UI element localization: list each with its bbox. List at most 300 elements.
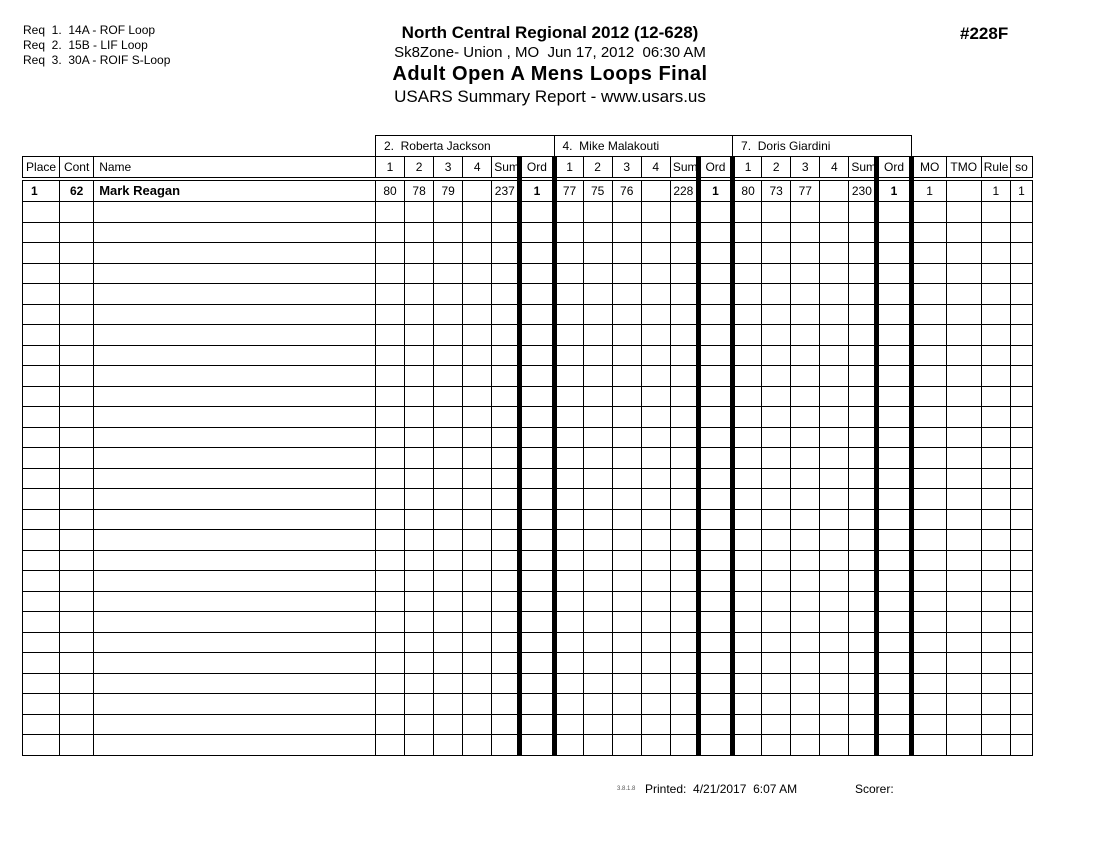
empty-cell [981,263,1010,284]
empty-cell [981,202,1010,223]
empty-cell [981,673,1010,694]
empty-cell [981,530,1010,551]
empty-cell [554,653,583,674]
empty-cell [820,366,849,387]
empty-cell [698,673,732,694]
empty-row [23,427,1033,448]
empty-cell [94,509,376,530]
empty-cell [849,612,877,633]
empty-row [23,448,1033,469]
empty-cell [641,222,670,243]
empty-cell [554,304,583,325]
empty-cell [520,263,554,284]
empty-cell [492,735,520,756]
empty-cell [946,468,981,489]
requirement-line: Req 3. 30A - ROIF S-Loop [23,53,171,67]
empty-cell [698,468,732,489]
empty-cell [492,448,520,469]
empty-cell [60,202,94,223]
empty-cell [583,366,612,387]
empty-cell [405,202,434,223]
empty-cell [733,345,762,366]
empty-cell [791,366,820,387]
empty-cell [762,304,791,325]
empty-cell [405,489,434,510]
empty-cell [946,448,981,469]
empty-cell [583,714,612,735]
empty-cell [520,468,554,489]
empty-cell [23,530,60,551]
empty-cell [641,284,670,305]
empty-cell [463,202,492,223]
empty-cell [981,407,1010,428]
empty-cell [1010,325,1032,346]
empty-cell [554,386,583,407]
empty-cell [733,632,762,653]
empty-cell [463,673,492,694]
empty-cell [946,612,981,633]
empty-cell [981,591,1010,612]
empty-cell [946,243,981,264]
empty-cell [583,386,612,407]
empty-cell [1010,366,1032,387]
empty-cell [877,632,911,653]
empty-cell [463,448,492,469]
empty-cell [94,263,376,284]
empty-cell [911,632,946,653]
empty-cell [612,448,641,469]
empty-cell [733,612,762,633]
empty-cell [554,550,583,571]
score-col-header: 2 [405,157,434,180]
empty-cell [981,550,1010,571]
empty-cell [23,325,60,346]
empty-cell [463,489,492,510]
empty-cell [492,345,520,366]
empty-cell [641,243,670,264]
ord-cell: 1 [877,179,911,202]
empty-cell [375,386,404,407]
empty-cell [911,427,946,448]
empty-cell [375,489,404,510]
empty-cell [554,591,583,612]
score-cell: 73 [762,179,791,202]
empty-cell [463,632,492,653]
empty-cell [698,714,732,735]
empty-cell [877,448,911,469]
empty-row [23,714,1033,735]
empty-cell [820,509,849,530]
empty-cell [612,386,641,407]
tmo-header: TMO [946,157,981,180]
empty-cell [698,632,732,653]
empty-cell [911,263,946,284]
score-col-header: 1 [375,157,404,180]
so-header: so [1010,157,1032,180]
judge-header-row [23,136,1033,157]
empty-cell [733,571,762,592]
empty-cell [820,325,849,346]
empty-cell [762,202,791,223]
empty-row [23,325,1033,346]
empty-cell [23,550,60,571]
empty-cell [911,714,946,735]
empty-cell [375,284,404,305]
empty-cell [849,673,877,694]
empty-cell [641,325,670,346]
empty-cell [612,694,641,715]
empty-cell [981,714,1010,735]
empty-cell [877,366,911,387]
empty-cell [492,489,520,510]
empty-cell [583,612,612,633]
empty-cell [375,243,404,264]
empty-cell [762,735,791,756]
empty-cell [733,427,762,448]
empty-cell [733,530,762,551]
empty-cell [1010,735,1032,756]
empty-cell [762,714,791,735]
empty-cell [791,530,820,551]
empty-cell [375,304,404,325]
empty-cell [791,694,820,715]
empty-cell [762,366,791,387]
empty-cell [981,489,1010,510]
empty-cell [911,673,946,694]
empty-cell [698,202,732,223]
empty-cell [670,325,698,346]
empty-cell [820,284,849,305]
empty-cell [946,550,981,571]
empty-cell [849,571,877,592]
empty-cell [670,632,698,653]
empty-cell [60,468,94,489]
empty-row [23,735,1033,756]
empty-cell [849,489,877,510]
empty-cell [23,673,60,694]
empty-cell [698,386,732,407]
empty-cell [849,694,877,715]
score-cell: 76 [612,179,641,202]
empty-cell [946,202,981,223]
empty-cell [463,386,492,407]
empty-cell [520,202,554,223]
empty-cell [849,304,877,325]
empty-cell [670,735,698,756]
empty-cell [434,550,463,571]
empty-cell [946,427,981,448]
empty-cell [670,263,698,284]
rule-cell: 1 [981,179,1010,202]
empty-cell [877,530,911,551]
empty-cell [762,222,791,243]
empty-cell [820,694,849,715]
empty-cell [94,714,376,735]
empty-cell [405,714,434,735]
empty-cell [405,632,434,653]
empty-cell [463,263,492,284]
empty-cell [791,550,820,571]
mo-cell: 1 [911,179,946,202]
empty-cell [981,284,1010,305]
empty-cell [434,263,463,284]
empty-cell [911,366,946,387]
empty-cell [23,448,60,469]
empty-cell [946,694,981,715]
empty-cell [405,304,434,325]
empty-cell [520,612,554,633]
empty-cell [520,448,554,469]
empty-cell [612,530,641,551]
empty-row [23,222,1033,243]
empty-cell [375,263,404,284]
empty-cell [554,673,583,694]
empty-row [23,571,1033,592]
empty-cell [877,222,911,243]
empty-cell [849,632,877,653]
empty-cell [820,386,849,407]
empty-cell [849,468,877,489]
empty-cell [911,694,946,715]
empty-cell [554,407,583,428]
empty-cell [434,345,463,366]
ord-header: Ord [520,157,554,180]
empty-cell [60,632,94,653]
empty-cell [849,325,877,346]
empty-cell [733,366,762,387]
empty-cell [612,222,641,243]
so-cell: 1 [1010,179,1032,202]
empty-cell [60,325,94,346]
empty-cell [583,448,612,469]
score-cell: 80 [375,179,404,202]
empty-cell [520,325,554,346]
empty-cell [877,345,911,366]
empty-cell [23,653,60,674]
empty-cell [405,407,434,428]
empty-cell [698,591,732,612]
empty-cell [981,653,1010,674]
score-cell: 80 [733,179,762,202]
rule-header: Rule [981,157,1010,180]
sum-cell: 230 [849,179,877,202]
sum-cell: 237 [492,179,520,202]
empty-cell [434,366,463,387]
empty-cell [23,468,60,489]
empty-cell [981,509,1010,530]
empty-cell [981,427,1010,448]
empty-cell [405,571,434,592]
empty-cell [492,243,520,264]
empty-cell [762,571,791,592]
empty-cell [520,345,554,366]
empty-cell [405,366,434,387]
empty-cell [583,550,612,571]
empty-cell [612,284,641,305]
empty-cell [554,345,583,366]
empty-cell [463,345,492,366]
empty-cell [434,468,463,489]
empty-cell [375,612,404,633]
empty-cell [94,489,376,510]
empty-cell [94,386,376,407]
empty-cell [375,632,404,653]
empty-cell [405,284,434,305]
empty-cell [698,263,732,284]
empty-cell [94,673,376,694]
empty-cell [520,694,554,715]
empty-cell [820,345,849,366]
empty-cell [463,714,492,735]
empty-cell [520,304,554,325]
empty-cell [698,407,732,428]
empty-cell [698,427,732,448]
empty-cell [670,694,698,715]
empty-cell [583,325,612,346]
empty-cell [434,530,463,551]
requirement-line: Req 1. 14A - ROF Loop [23,23,156,37]
empty-cell [641,366,670,387]
empty-cell [946,366,981,387]
empty-cell [554,571,583,592]
empty-cell [60,530,94,551]
empty-cell [877,612,911,633]
empty-cell [60,407,94,428]
empty-cell [554,735,583,756]
empty-cell [434,571,463,592]
empty-cell [946,673,981,694]
empty-cell [733,591,762,612]
empty-cell [849,509,877,530]
empty-cell [820,407,849,428]
empty-cell [698,284,732,305]
empty-cell [946,284,981,305]
empty-cell [612,591,641,612]
empty-cell [375,202,404,223]
empty-cell [791,263,820,284]
empty-cell [1010,222,1032,243]
empty-cell [698,694,732,715]
empty-cell [911,489,946,510]
empty-row [23,550,1033,571]
empty-cell [375,222,404,243]
empty-cell [434,407,463,428]
empty-cell [520,591,554,612]
empty-cell [405,591,434,612]
empty-cell [820,735,849,756]
empty-cell [554,489,583,510]
summary-table [22,135,1033,756]
empty-cell [641,530,670,551]
empty-cell [405,673,434,694]
report-title: USARS Summary Report - www.usars.us [394,87,706,106]
score-cell: 75 [583,179,612,202]
empty-cell [911,468,946,489]
empty-cell [554,468,583,489]
empty-cell [820,653,849,674]
empty-cell [911,325,946,346]
empty-cell [554,263,583,284]
score-cell: 78 [405,179,434,202]
requirement-line: Req 2. 15B - LIF Loop [23,38,148,52]
empty-cell [791,243,820,264]
empty-cell [698,345,732,366]
empty-cell [641,632,670,653]
empty-cell [492,612,520,633]
empty-cell [583,222,612,243]
empty-cell [670,222,698,243]
empty-row [23,612,1033,633]
empty-cell [670,714,698,735]
empty-cell [877,325,911,346]
mo-header: MO [911,157,946,180]
empty-cell [641,489,670,510]
empty-cell [492,263,520,284]
empty-cell [641,468,670,489]
score-cell: 79 [434,179,463,202]
empty-cell [23,284,60,305]
empty-cell [463,366,492,387]
empty-row [23,673,1033,694]
empty-cell [94,202,376,223]
empty-cell [405,530,434,551]
empty-cell [405,427,434,448]
empty-cell [23,694,60,715]
empty-cell [583,284,612,305]
empty-cell [670,673,698,694]
empty-cell [762,694,791,715]
score-col-header: 2 [762,157,791,180]
empty-cell [641,735,670,756]
empty-cell [762,325,791,346]
empty-cell [733,263,762,284]
empty-cell [94,427,376,448]
empty-cell [520,427,554,448]
empty-cell [492,591,520,612]
empty-cell [23,571,60,592]
empty-cell [981,345,1010,366]
empty-cell [492,325,520,346]
empty-cell [94,632,376,653]
empty-cell [463,284,492,305]
score-cell: 77 [791,179,820,202]
empty-cell [911,571,946,592]
empty-cell [820,448,849,469]
empty-cell [583,345,612,366]
empty-cell [492,571,520,592]
empty-cell [698,243,732,264]
empty-cell [698,489,732,510]
empty-cell [911,448,946,469]
empty-cell [554,325,583,346]
empty-row [23,202,1033,223]
empty-cell [492,509,520,530]
empty-cell [434,222,463,243]
empty-cell [820,263,849,284]
empty-cell [520,673,554,694]
empty-cell [877,284,911,305]
empty-cell [911,202,946,223]
empty-cell [877,304,911,325]
empty-cell [946,735,981,756]
empty-cell [554,366,583,387]
empty-row [23,407,1033,428]
empty-row [23,284,1033,305]
empty-cell [911,653,946,674]
empty-cell [1010,632,1032,653]
empty-cell [375,325,404,346]
empty-cell [612,325,641,346]
